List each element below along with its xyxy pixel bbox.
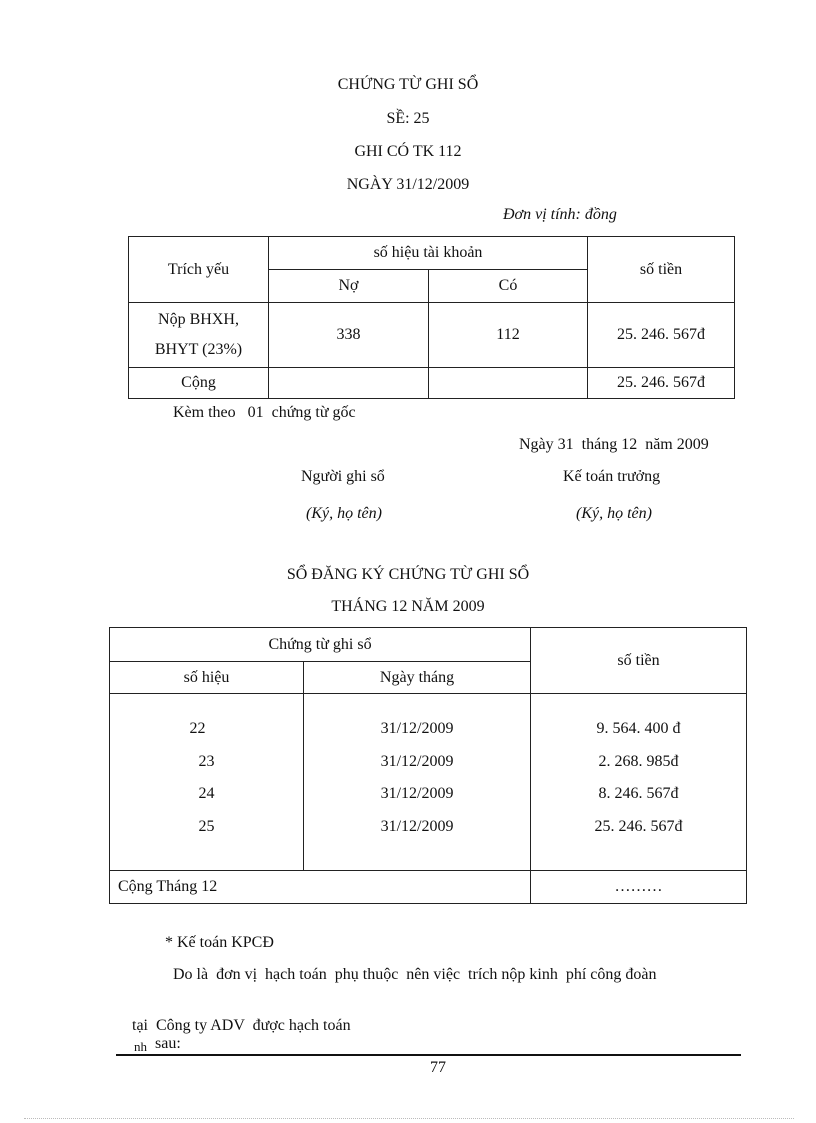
list-item: 9. 564. 400 đ <box>596 720 681 737</box>
section-heading: * Kế toán KPCĐ <box>165 934 274 951</box>
list-item: 23 <box>198 752 215 770</box>
total-empty-debit <box>269 368 429 399</box>
row-amount: 25. 246. 567đ <box>588 303 735 368</box>
paragraph-line2-part-a: tại Công ty ADV được hạch toán <box>132 1017 351 1034</box>
page-bottom-border <box>24 1118 794 1119</box>
list-item: 31/12/2009 <box>380 785 454 802</box>
section-paragraph-line1: Do là đơn vị hạch toán phụ thuộc nên việc trích nộp kinh phí công đoàn <box>173 966 657 983</box>
header-debit: Nợ <box>269 270 429 303</box>
list-item: 24 <box>198 785 215 802</box>
paragraph-line2-part-b: nh <box>134 1039 147 1054</box>
list-item: 31/12/2009 <box>380 720 454 737</box>
paragraph-line2-part-c: sau: <box>155 1035 181 1052</box>
register-table <box>109 627 747 904</box>
header-register-date: Ngày tháng <box>304 662 531 694</box>
header-account-group: số hiệu tài khoản <box>269 237 588 270</box>
row-summary-line1: Nộp BHXH, <box>158 311 239 328</box>
header-voucher-group: Chứng từ ghi sổ <box>110 628 531 662</box>
recorder-label: Người ghi sổ <box>301 468 385 485</box>
chief-accountant-label: Kế toán trưởng <box>563 468 661 485</box>
voucher-credit-account: GHI CÓ TK 112 <box>354 143 462 160</box>
register-total-row <box>110 871 747 904</box>
row-credit: 112 <box>429 303 588 368</box>
register-period: THÁNG 12 NĂM 2009 <box>331 598 485 615</box>
list-item: 22 <box>189 720 206 737</box>
table-row <box>129 303 735 368</box>
voucher-table <box>128 236 735 399</box>
register-number-column <box>110 694 304 871</box>
voucher-number: SỀ: 25 <box>386 110 430 127</box>
header-register-number: số hiệu <box>110 662 304 694</box>
list-item: 25. 246. 567đ <box>594 817 683 835</box>
row-summary <box>129 303 269 368</box>
header-summary: Trích yếu <box>129 237 269 303</box>
register-date-column <box>304 694 531 871</box>
total-amount: 25. 246. 567đ <box>588 368 735 399</box>
register-amount-column <box>531 694 747 871</box>
register-title: SỔ ĐĂNG KÝ CHỨNG TỪ GHI SỔ <box>286 566 530 583</box>
attachment-note: Kèm theo 01 chứng từ gốc <box>173 404 356 421</box>
list-item: 25 <box>198 817 215 835</box>
total-label: Cộng <box>129 368 269 399</box>
row-debit: 338 <box>269 303 429 368</box>
voucher-unit: Đơn vị tính: đồng <box>503 206 617 223</box>
voucher-date: NGÀY 31/12/2009 <box>346 176 470 193</box>
voucher-title: CHỨNG TỪ GHI SỔ <box>337 76 479 93</box>
list-item: 31/12/2009 <box>380 817 454 835</box>
total-row <box>129 368 735 399</box>
row-summary-line2: BHYT (23%) <box>154 341 243 358</box>
footer-rule <box>116 1054 741 1056</box>
list-item: 2. 268. 985đ <box>598 752 679 770</box>
chief-sign-note: (Ký, họ tên) <box>576 505 652 522</box>
total-empty-credit <box>429 368 588 399</box>
list-item: 8. 246. 567đ <box>598 785 679 802</box>
header-amount: số tiền <box>588 237 735 303</box>
register-total-amount: ……… <box>531 871 747 904</box>
sign-date: Ngày 31 tháng 12 năm 2009 <box>519 436 709 453</box>
page-number: 77 <box>430 1059 446 1076</box>
header-register-amount: số tiền <box>531 628 747 694</box>
recorder-sign-note: (Ký, họ tên) <box>306 505 382 522</box>
register-total-label: Cộng Tháng 12 <box>110 871 531 904</box>
header-credit: Có <box>429 270 588 303</box>
list-item: 31/12/2009 <box>380 752 454 770</box>
